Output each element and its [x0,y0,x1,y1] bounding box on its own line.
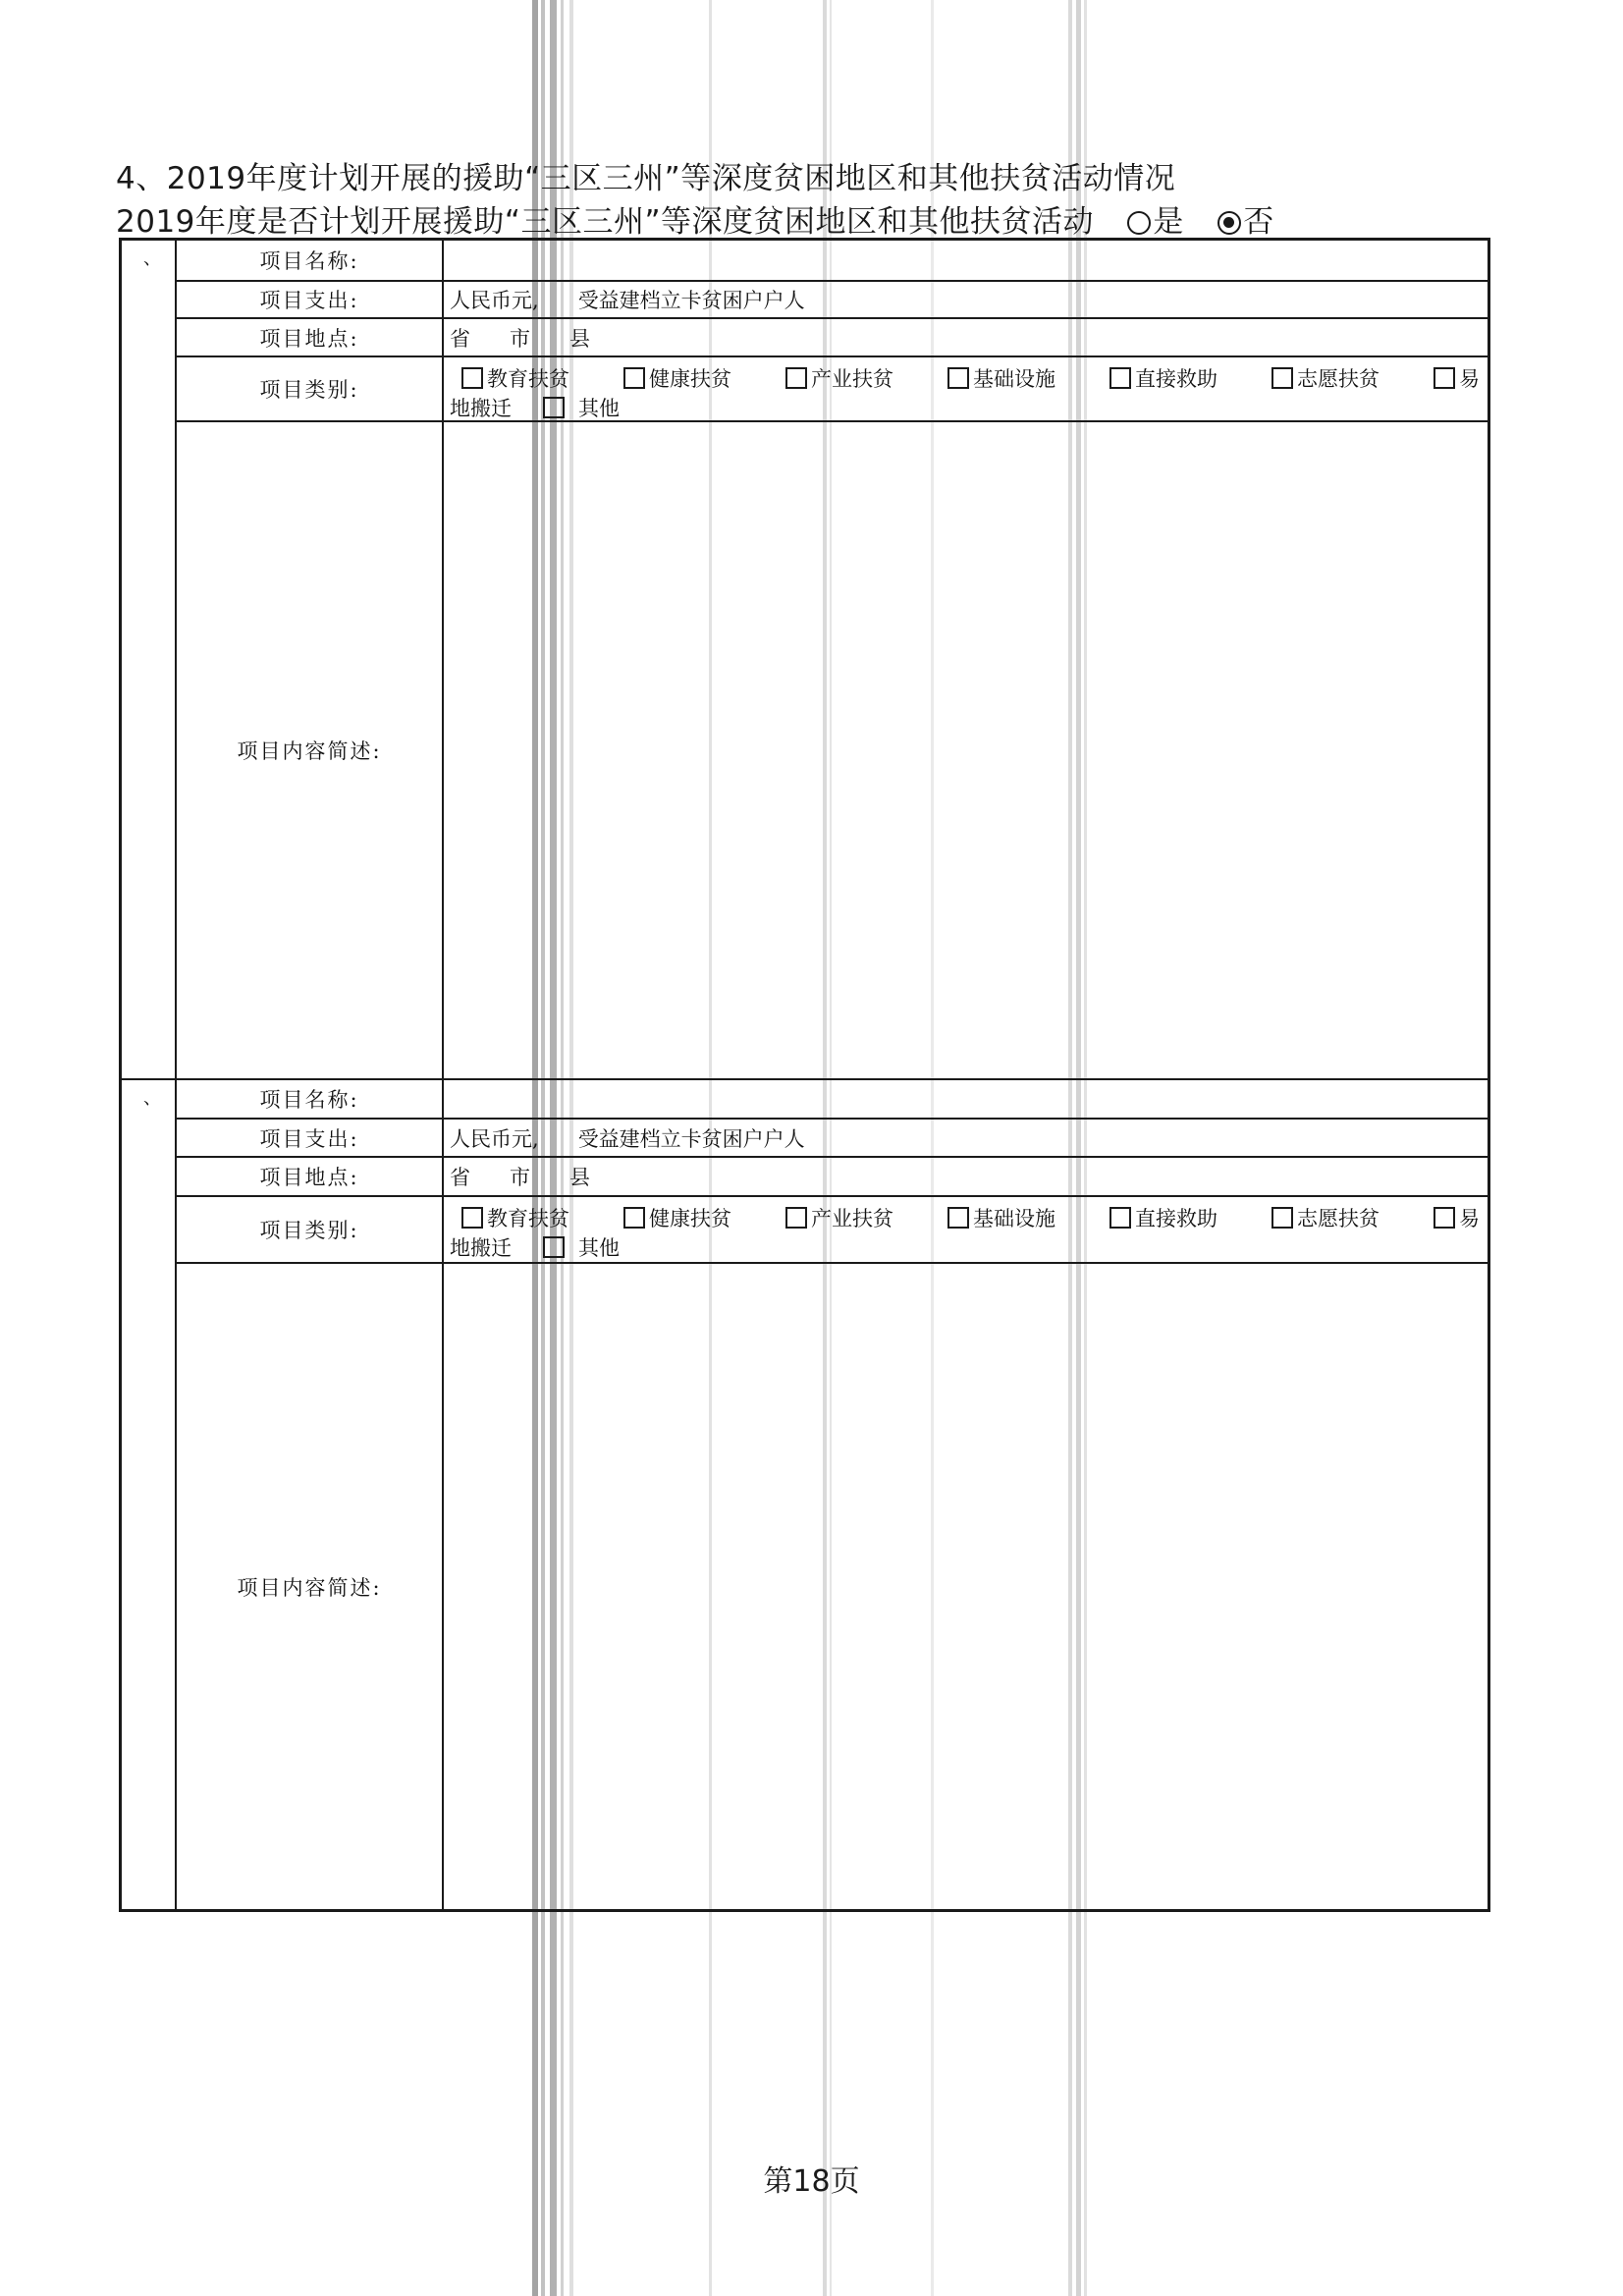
project-block-2 [122,1080,1488,1909]
project-block-1 [122,241,1488,1080]
checkbox-icon [1109,1207,1131,1229]
checkbox-icon [785,367,807,389]
project-category-label: 项目类别: [177,1197,444,1262]
category-cont-text: 地搬迁 [450,1236,512,1260]
radio-no-label: 否 [1243,204,1274,240]
radio-yes[interactable] [1127,211,1151,235]
row-project-category [177,1197,1488,1264]
category-checkbox[interactable]: 志愿扶贫 [1271,1203,1380,1232]
category-checkbox[interactable]: 志愿扶贫 [1271,363,1380,393]
row-project-description [177,422,1488,1078]
checkbox-icon [785,1207,807,1229]
project-name-label: 项目名称: [177,241,444,280]
location-province: 省 [450,326,470,351]
checkbox-icon [461,1207,483,1229]
expense-unit: 人民币元, [450,289,539,312]
checkbox-icon [1271,1207,1293,1229]
location-county: 县 [569,1166,590,1189]
index-column [122,241,177,1078]
category-checkbox[interactable]: 健康扶贫 [623,1203,731,1232]
project-name-label: 项目名称: [177,1080,444,1118]
category-checkbox[interactable]: 易 [1434,1203,1480,1232]
category-checkbox[interactable]: 教育扶贫 [461,363,569,393]
row-project-expense [177,282,1488,319]
location-province: 省 [450,1166,470,1189]
project-expense-field[interactable] [446,282,1488,317]
category-checkbox-other[interactable]: 其他 [512,393,620,422]
project-form-table [119,238,1490,1912]
project-location-label: 项目地点: [177,319,444,355]
page-number: 第18页 [763,2164,860,2199]
checkbox-icon [1271,367,1293,389]
index-column [122,1080,177,1909]
checkbox-icon [543,1236,565,1258]
checkbox-icon [1434,367,1455,389]
project-name-field[interactable] [446,1080,1488,1118]
project-expense-label: 项目支出: [177,282,444,317]
section-heading: 4、2019年度计划开展的援助“三区三州”等深度贫困地区和其他扶贫活动情况 [116,161,1176,196]
checkbox-icon [947,367,969,389]
row-project-expense [177,1120,1488,1158]
category-checkbox[interactable]: 易 [1434,363,1480,393]
checkbox-icon [623,1207,645,1229]
checkbox-icon [461,367,483,389]
category-options [450,1203,1480,1232]
index-mark: 、 [143,248,161,269]
checkbox-icon [1434,1207,1455,1229]
project-expense-field[interactable] [446,1120,1488,1156]
category-checkbox[interactable]: 基础设施 [947,363,1055,393]
row-project-name [177,241,1488,282]
checkbox-icon [947,1207,969,1229]
project-category-label: 项目类别: [177,357,444,420]
category-checkbox[interactable]: 产业扶贫 [785,363,893,393]
location-county: 县 [569,326,590,351]
row-project-category [177,357,1488,422]
expense-beneficiaries: 受益建档立卡贫困户户人 [577,289,805,312]
category-checkbox[interactable]: 直接救助 [1109,363,1217,393]
location-city: 市 [510,1166,530,1189]
question-line: 2019年度是否计划开展援助“三区三州”等深度贫困地区和其他扶贫活动 是 否 [116,204,1274,240]
project-expense-label: 项目支出: [177,1120,444,1156]
category-checkbox[interactable]: 直接救助 [1109,1203,1217,1232]
category-checkbox[interactable]: 教育扶贫 [461,1203,569,1232]
project-location-field[interactable] [446,319,1488,355]
row-project-name [177,1080,1488,1120]
project-description-field[interactable] [446,422,1488,1078]
index-mark: 、 [143,1088,161,1109]
project-description-field[interactable] [446,1264,1488,1909]
row-project-description [177,1264,1488,1909]
row-project-location [177,319,1488,357]
category-options [450,363,1480,393]
project-name-field[interactable] [446,241,1488,280]
category-checkbox[interactable]: 产业扶贫 [785,1203,893,1232]
location-city: 市 [510,326,530,351]
category-cont-text: 地搬迁 [450,397,512,420]
project-location-field[interactable] [446,1158,1488,1195]
category-checkbox[interactable]: 健康扶贫 [623,363,731,393]
category-checkbox[interactable]: 基础设施 [947,1203,1055,1232]
project-description-label: 项目内容简述: [177,1264,444,1909]
expense-beneficiaries: 受益建档立卡贫困户户人 [577,1126,805,1151]
category-options-cont [450,393,1480,422]
radio-yes-label: 是 [1153,204,1184,240]
project-location-label: 项目地点: [177,1158,444,1195]
expense-unit: 人民币元, [450,1126,539,1151]
row-project-location [177,1158,1488,1197]
checkbox-icon [1109,367,1131,389]
category-options-cont [450,1232,1480,1262]
radio-no[interactable] [1217,211,1241,235]
project-description-label: 项目内容简述: [177,422,444,1078]
checkbox-icon [543,397,565,418]
category-checkbox-other[interactable]: 其他 [512,1232,620,1262]
checkbox-icon [623,367,645,389]
